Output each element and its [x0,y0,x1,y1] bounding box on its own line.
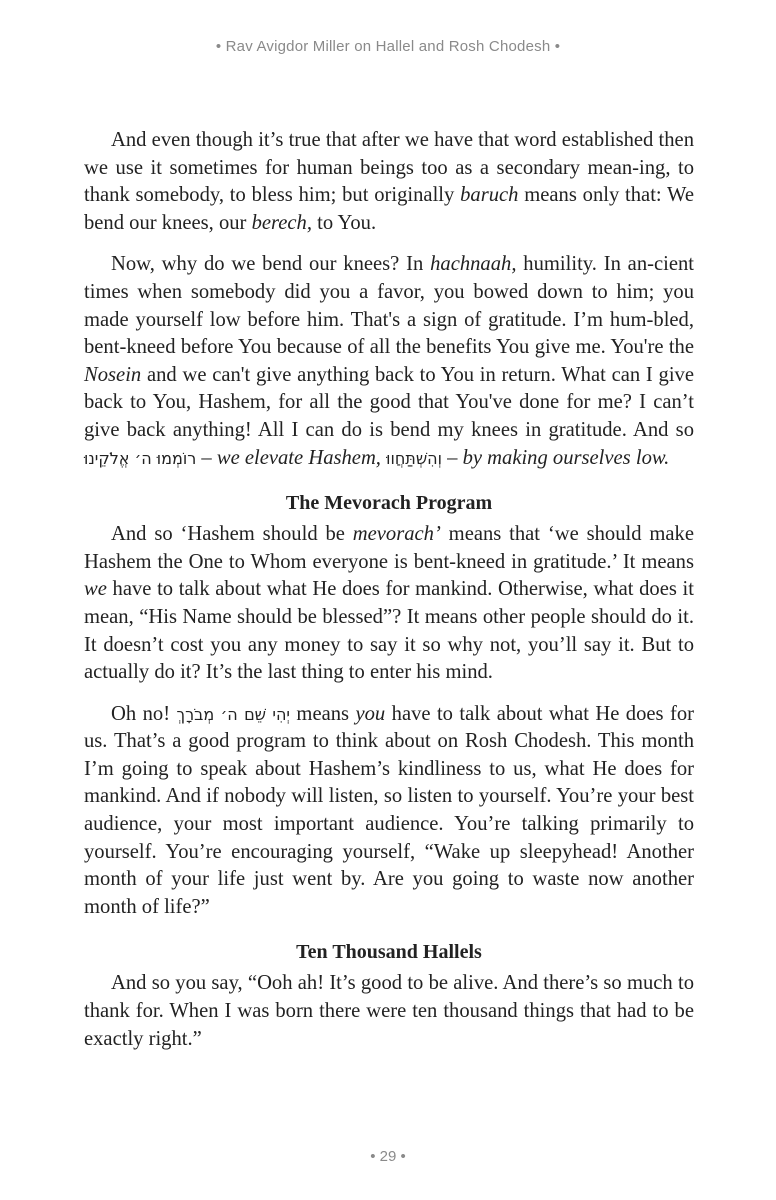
text-run: means only that: We bend our knees, our [84,184,694,234]
paragraph-mevorach [84,521,694,687]
section-heading-mevorach: The Mevorach Program [285,492,493,515]
italic-term: you [355,702,386,725]
text-run: means [290,702,356,725]
paragraph-baruch [84,127,694,237]
hebrew-phrase: יְהִי שֵׁם ה׳ מְבֹרָךְ [176,704,290,724]
italic-term: hachnaah, [430,253,517,276]
italic-term: we elevate Hashem, [216,446,381,469]
text-run: have to talk about what He does for us. That’s a good program to think about on Rosh Chodesh. This month I’m going to speak about Hashem’s kindliness to us, what He does for mankind. And if nobody will listen, so listen to yourself. You’re your best audience, your most important audience. You’re talking primarily to yourself. You’re encouraging yourself, “Wake up sleepyhead! Another month of your life just went by. Are you going to waste now another month of life?” [84,702,694,918]
italic-term: berech, [251,211,312,234]
text-run: means that ‘we should make Hashem the One to Whom everyone is bent-kneed in gratitude.’ It means [84,523,694,573]
text-run: – [441,446,463,469]
paragraph-oh-no [84,701,694,922]
text-run: humility. In an-cient times when somebody did you a favor, you bowed down to him; you made yourself low before him. That's a sign of gratitude. I’m hum-bled, bent-kneed before You because of all the benefits You give me. You're the [84,253,695,359]
paragraph-humility [84,251,694,472]
text-run: – [196,446,217,469]
text-run: And so you say, “Ooh ah! It’s good to be alive. And there’s so much to thank for. When I was born there were ten thousand things that had to be exactly right.” [84,972,694,1050]
text-run: And so ‘Hashem should be [111,523,353,546]
text-run: to You. [312,211,377,234]
italic-term: mevorach’ [352,523,441,546]
italic-term: Nosein [84,363,142,386]
italic-term: we [84,578,107,601]
hebrew-phrase: וְהִשְׁתַּחֲווּ [386,448,442,468]
section-heading-ten-thousand: Ten Thousand Hallels [296,941,482,964]
text-run: Oh no! [111,702,177,725]
running-head: • Rav Avigdor Miller on Hallel and Rosh Chodesh • [215,38,561,55]
text-run: and we can't give anything back to You in return. What can I give back to You, Hashem, for all the good that You've done for me? I can’t give back anything! All I can do is bend my knees in gratitude. And so [84,363,694,441]
paragraph-alive [84,970,694,1053]
text-run: have to talk about what He does for mankind. Otherwise, what does it mean, “His Name should be blessed”? It means other people should do it. It doesn’t cost you any money to say it so why not, you’ll say it. But to actually do it? It’s the last thing to enter his mind. [84,578,694,684]
text-run: And even though it’s true that after we have that word established then we use it sometimes for human beings too as a secondary mean-ing, to thank somebody, to bless him; but originally [84,129,694,207]
page-number: • 29 • [370,1148,406,1165]
italic-term: baruch [460,184,519,207]
italic-term: by making ourselves low. [462,446,670,469]
hebrew-phrase: רוֹמְמוּ ה׳ אֱלֹקֵינוּ [84,448,197,468]
body-text [84,127,694,1053]
text-run: Now, why do we bend our knees? In [111,253,431,276]
